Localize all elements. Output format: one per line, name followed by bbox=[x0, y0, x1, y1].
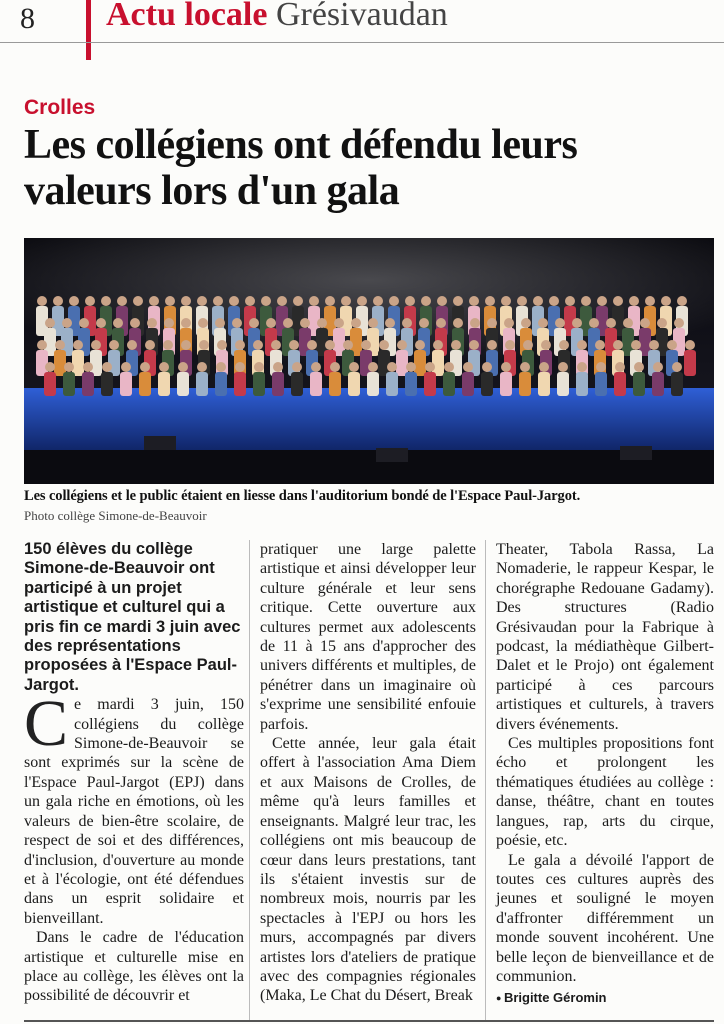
person-head bbox=[469, 296, 479, 306]
person-head bbox=[229, 296, 239, 306]
person-head bbox=[558, 362, 568, 372]
person-head bbox=[577, 340, 587, 350]
person-head bbox=[343, 340, 353, 350]
person-head bbox=[379, 340, 389, 350]
person-head bbox=[140, 362, 150, 372]
person-head bbox=[235, 340, 245, 350]
person-silhouette bbox=[36, 350, 48, 376]
person-head bbox=[555, 318, 565, 328]
person-silhouette bbox=[158, 372, 170, 396]
person-silhouette bbox=[652, 372, 664, 396]
person-silhouette bbox=[177, 372, 189, 396]
person-head bbox=[451, 340, 461, 350]
person-head bbox=[549, 296, 559, 306]
person-head bbox=[64, 362, 74, 372]
person-head bbox=[677, 296, 687, 306]
person-head bbox=[533, 296, 543, 306]
header-rule bbox=[0, 42, 724, 43]
person-head bbox=[145, 340, 155, 350]
person-silhouette bbox=[44, 372, 56, 396]
person-head bbox=[163, 340, 173, 350]
person-head bbox=[325, 296, 335, 306]
person-head bbox=[405, 296, 415, 306]
person-head bbox=[501, 362, 511, 372]
person-head bbox=[149, 296, 159, 306]
article-author: ● Brigitte Géromin bbox=[496, 988, 714, 1008]
person-head bbox=[559, 340, 569, 350]
person-silhouette bbox=[120, 372, 132, 396]
person-head bbox=[520, 362, 530, 372]
person-head bbox=[487, 340, 497, 350]
section-title bbox=[106, 0, 448, 34]
person-head bbox=[178, 362, 188, 372]
article-column-1 bbox=[24, 540, 244, 1006]
person-head bbox=[199, 340, 209, 350]
person-head bbox=[523, 340, 533, 350]
person-head bbox=[385, 318, 395, 328]
person-head bbox=[436, 318, 446, 328]
person-silhouette bbox=[348, 372, 360, 396]
person-head bbox=[113, 318, 123, 328]
person-silhouette bbox=[614, 372, 626, 396]
person-head bbox=[444, 362, 454, 372]
person-head bbox=[83, 362, 93, 372]
person-head bbox=[73, 340, 83, 350]
person-silhouette bbox=[414, 350, 426, 376]
person-silhouette bbox=[215, 372, 227, 396]
person-head bbox=[577, 362, 587, 372]
person-head bbox=[485, 296, 495, 306]
article-paragraph-1: Ce mardi 3 juin, 150 collégiens du collège Simone-de-Beauvoir se sont exprimés sur la scène de l'Espace Paul-Jargot (EPJ) dans un gala riche en émotions, où les valeurs de bien-être scolaire, de respect de soi et des différences, d'inclusion, d'ouverture au monde et à l'écologie, ont été défendues dans un esprit solidaire et bienveillant. bbox=[24, 687, 244, 927]
article-photo bbox=[24, 238, 714, 484]
person-silhouette bbox=[291, 372, 303, 396]
person-head bbox=[615, 362, 625, 372]
person-head bbox=[289, 340, 299, 350]
section-name: Actu locale bbox=[106, 0, 268, 33]
article-paragraph-2: Dans le cadre de l'éducation artistique et culturelle mise en place au collège, les élèves ont la possibilité de découvrir et bbox=[24, 929, 244, 1005]
person-silhouette bbox=[90, 350, 102, 376]
person-silhouette bbox=[378, 350, 390, 376]
person-head bbox=[581, 296, 591, 306]
person-silhouette bbox=[63, 372, 75, 396]
person-head bbox=[368, 318, 378, 328]
person-head bbox=[53, 296, 63, 306]
person-head bbox=[330, 362, 340, 372]
person-head bbox=[521, 318, 531, 328]
person-head bbox=[539, 362, 549, 372]
person-head bbox=[349, 362, 359, 372]
person-head bbox=[130, 318, 140, 328]
article-paragraph-5: Le gala a dévoilé l'apport de toutes ces cultures auprès des jeunes et souligné le moyen d'affronter différemment un monde souvent incohérent. Une belle leçon de bienveillance et de communion. bbox=[496, 851, 714, 985]
person-head bbox=[613, 296, 623, 306]
person-head bbox=[117, 296, 127, 306]
person-head bbox=[213, 296, 223, 306]
article-lead: 150 élèves du collège Simone-de-Beauvoir ont participé à un projet artistique et culturel qui a pris fin ce mardi 3 juin avec des représentations proposées à l'Espace Paul-Jargot. bbox=[24, 540, 241, 694]
person-silhouette bbox=[367, 372, 379, 396]
person-silhouette bbox=[329, 372, 341, 396]
person-head bbox=[55, 340, 65, 350]
person-head bbox=[357, 296, 367, 306]
person-head bbox=[672, 362, 682, 372]
person-head bbox=[217, 340, 227, 350]
article-column-2 bbox=[260, 540, 476, 1006]
person-silhouette bbox=[196, 372, 208, 396]
article-paragraph-4: Ces multiples propositions font écho et prolongent les thématiques étudiées au collège : danse, théâtre, chant en toutes langues, rap, arts du cirque, poésie, etc. bbox=[496, 735, 714, 850]
person-head bbox=[501, 296, 511, 306]
person-head bbox=[181, 318, 191, 328]
article-headline: Les collégiens ont défendu leurs valeurs lors d'un gala bbox=[24, 122, 578, 214]
person-head bbox=[261, 296, 271, 306]
person-head bbox=[96, 318, 106, 328]
person-head bbox=[232, 318, 242, 328]
person-head bbox=[69, 296, 79, 306]
person-head bbox=[505, 340, 515, 350]
person-silhouette bbox=[386, 372, 398, 396]
person-silhouette bbox=[633, 372, 645, 396]
person-head bbox=[293, 296, 303, 306]
person-head bbox=[469, 340, 479, 350]
person-head bbox=[102, 362, 112, 372]
person-head bbox=[147, 318, 157, 328]
person-head bbox=[425, 362, 435, 372]
person-head bbox=[487, 318, 497, 328]
page-bottom-rule bbox=[24, 1020, 714, 1022]
person-head bbox=[661, 296, 671, 306]
person-head bbox=[216, 362, 226, 372]
person-head bbox=[91, 340, 101, 350]
person-head bbox=[406, 362, 416, 372]
person-head bbox=[361, 340, 371, 350]
person-silhouette bbox=[557, 372, 569, 396]
person-head bbox=[37, 340, 47, 350]
person-head bbox=[197, 296, 207, 306]
person-head bbox=[538, 318, 548, 328]
person-head bbox=[181, 340, 191, 350]
person-silhouette bbox=[234, 372, 246, 396]
person-head bbox=[595, 340, 605, 350]
person-head bbox=[79, 318, 89, 328]
person-head bbox=[433, 340, 443, 350]
person-head bbox=[373, 296, 383, 306]
person-head bbox=[645, 296, 655, 306]
person-head bbox=[197, 362, 207, 372]
person-head bbox=[415, 340, 425, 350]
header-accent-bar bbox=[86, 0, 91, 60]
person-head bbox=[596, 362, 606, 372]
person-silhouette bbox=[595, 372, 607, 396]
person-head bbox=[300, 318, 310, 328]
person-head bbox=[657, 318, 667, 328]
person-head bbox=[101, 296, 111, 306]
person-silhouette bbox=[72, 350, 84, 376]
article-paragraph-3: Cette année, leur gala était offert à l'association Ama Diem et aux Maisons de Crolles, de même qu'à leurs familles et enseignants. Malgré leur trac, les collégiens ont mis beaucoup de cœur dans leurs prestations, tant ils s'étaient investis sur de nombreux mois, nourris par les spectacles à l'EPJ ou hors les murs, accompagnés par divers artistes lors d'ateliers de pratique avec des compagnies régionales (Maka, Le Chat du Désert, Break bbox=[260, 735, 476, 1005]
person-silhouette bbox=[405, 372, 417, 396]
column-divider bbox=[249, 540, 250, 1020]
article-paragraph-3b: Theater, Tabola Rassa, La Nomaderie, le rappeur Kespar, le chorégraphe Redouane Gadamy). Des structures (Radio Grésivaudan pour la Fabrique à podcast, la médiathèque Gilbert-Dalet et le Projo) ont également participé à ces parcours artistiques et culturels, à travers divers événements. bbox=[496, 541, 714, 733]
person-silhouette bbox=[576, 372, 588, 396]
person-silhouette bbox=[443, 372, 455, 396]
person-head bbox=[685, 340, 695, 350]
person-silhouette bbox=[82, 372, 94, 396]
person-head bbox=[62, 318, 72, 328]
person-head bbox=[634, 362, 644, 372]
person-head bbox=[640, 318, 650, 328]
person-head bbox=[235, 362, 245, 372]
person-head bbox=[181, 296, 191, 306]
person-head bbox=[273, 362, 283, 372]
person-silhouette bbox=[396, 350, 408, 376]
person-head bbox=[453, 296, 463, 306]
section-region: Grésivaudan bbox=[275, 0, 448, 33]
person-head bbox=[629, 296, 639, 306]
person-silhouette bbox=[462, 372, 474, 396]
person-head bbox=[253, 340, 263, 350]
person-head bbox=[463, 362, 473, 372]
person-head bbox=[631, 340, 641, 350]
person-head bbox=[402, 318, 412, 328]
person-head bbox=[164, 318, 174, 328]
person-head bbox=[317, 318, 327, 328]
person-head bbox=[266, 318, 276, 328]
person-silhouette bbox=[424, 372, 436, 396]
person-head bbox=[572, 318, 582, 328]
person-head bbox=[667, 340, 677, 350]
stage-group-photo-illustration bbox=[24, 238, 714, 484]
person-head bbox=[589, 318, 599, 328]
person-silhouette bbox=[272, 372, 284, 396]
person-head bbox=[597, 296, 607, 306]
article-paragraph-2-continued: pratiquer une large palette artistique et ainsi développer leur culture générale et leur sens critique. Cette ouverture aux cultures permet aux adolescents de 11 à 15 ans d'approcher des univers différents et multiples, de pénétrer dans un imaginaire où s'exprime une sensibilité enfouie parfois. bbox=[260, 541, 476, 733]
person-head bbox=[397, 340, 407, 350]
person-head bbox=[165, 296, 175, 306]
person-head bbox=[437, 296, 447, 306]
person-head bbox=[674, 318, 684, 328]
person-silhouette bbox=[671, 372, 683, 396]
column-divider bbox=[485, 540, 486, 1020]
person-silhouette bbox=[253, 372, 265, 396]
person-head bbox=[283, 318, 293, 328]
person-silhouette bbox=[432, 350, 444, 376]
person-head bbox=[421, 296, 431, 306]
person-head bbox=[271, 340, 281, 350]
person-head bbox=[307, 340, 317, 350]
person-head bbox=[351, 318, 361, 328]
person-silhouette bbox=[310, 372, 322, 396]
person-head bbox=[249, 318, 259, 328]
person-head bbox=[341, 296, 351, 306]
person-silhouette bbox=[54, 350, 66, 376]
person-head bbox=[334, 318, 344, 328]
person-head bbox=[215, 318, 225, 328]
person-head bbox=[653, 362, 663, 372]
person-head bbox=[517, 296, 527, 306]
person-head bbox=[133, 296, 143, 306]
person-head bbox=[504, 318, 514, 328]
person-head bbox=[565, 296, 575, 306]
person-head bbox=[245, 296, 255, 306]
person-head bbox=[311, 362, 321, 372]
person-silhouette bbox=[481, 372, 493, 396]
photo-caption: Les collégiens et le public étaient en liesse dans l'auditorium bondé de l'Espace Paul-Jargot. bbox=[24, 488, 581, 504]
person-silhouette bbox=[684, 350, 696, 376]
person-head bbox=[159, 362, 169, 372]
photo-credit: Photo collège Simone-de-Beauvoir bbox=[24, 508, 207, 523]
person-head bbox=[453, 318, 463, 328]
person-head bbox=[389, 296, 399, 306]
person-head bbox=[37, 296, 47, 306]
drop-cap: C bbox=[24, 687, 69, 761]
person-head bbox=[45, 318, 55, 328]
person-head bbox=[309, 296, 319, 306]
person-head bbox=[292, 362, 302, 372]
person-silhouette bbox=[500, 372, 512, 396]
person-head bbox=[127, 340, 137, 350]
person-head bbox=[606, 318, 616, 328]
person-silhouette bbox=[538, 372, 550, 396]
page-header bbox=[0, 0, 724, 60]
person-head bbox=[254, 362, 264, 372]
person-head bbox=[387, 362, 397, 372]
person-head bbox=[649, 340, 659, 350]
person-head bbox=[419, 318, 429, 328]
person-head bbox=[613, 340, 623, 350]
person-head bbox=[325, 340, 335, 350]
person-head bbox=[623, 318, 633, 328]
page-number: 8 bbox=[20, 2, 35, 35]
person-head bbox=[109, 340, 119, 350]
person-head bbox=[541, 340, 551, 350]
person-head bbox=[45, 362, 55, 372]
article-column-3 bbox=[496, 540, 714, 1009]
person-head bbox=[482, 362, 492, 372]
person-head bbox=[277, 296, 287, 306]
article-kicker: Crolles bbox=[24, 96, 96, 119]
person-head bbox=[470, 318, 480, 328]
person-head bbox=[198, 318, 208, 328]
person-head bbox=[121, 362, 131, 372]
person-silhouette bbox=[139, 372, 151, 396]
person-head bbox=[368, 362, 378, 372]
person-silhouette bbox=[101, 372, 113, 396]
person-silhouette bbox=[519, 372, 531, 396]
person-head bbox=[85, 296, 95, 306]
